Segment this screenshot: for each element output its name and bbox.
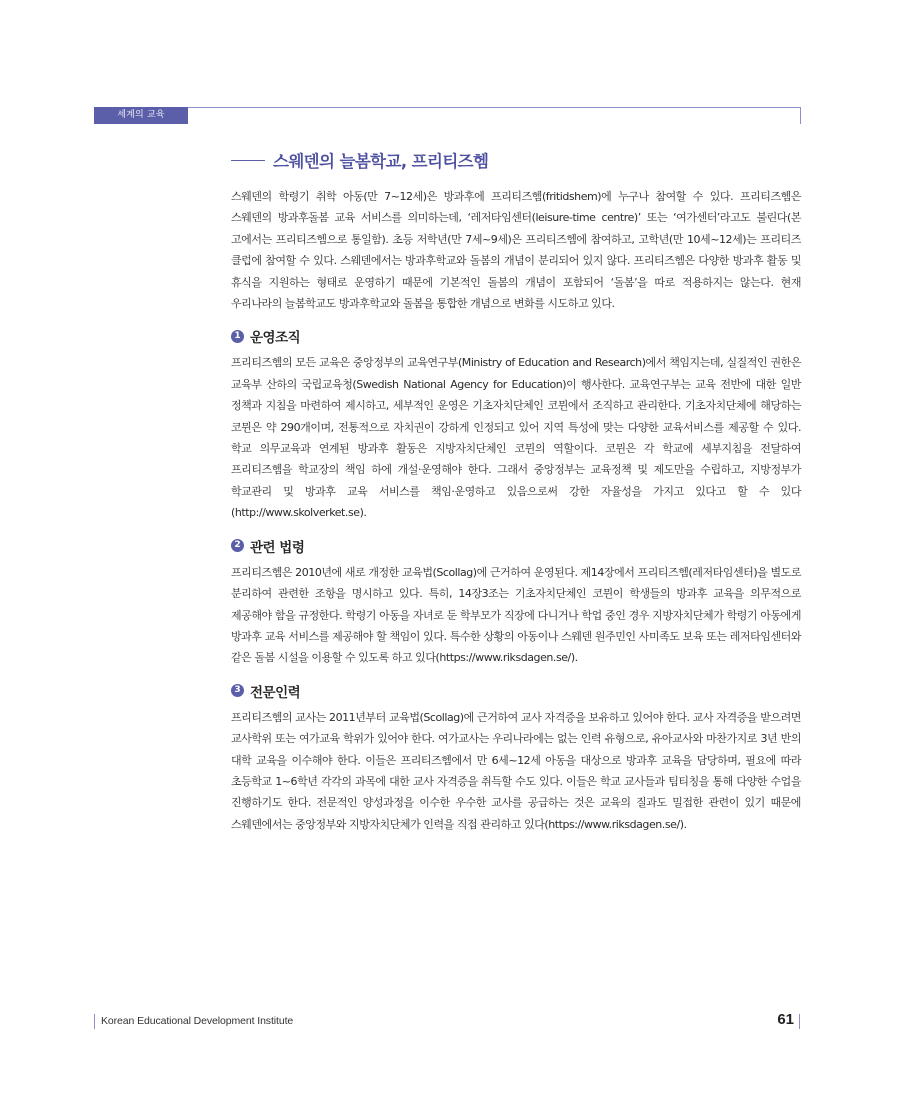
section-title: 운영조직 <box>250 330 301 347</box>
section-3-paragraph: 프리티즈헴의 교사는 2011년부터 교육법(Scollag)에 근거하여 교사 자격증을 보유하고 있어야 한다. 교사 자격증을 받으려면 교사학위 또는 여가교육 학위가 있어야 한다. 여가교사는 우리나라에는 없는 인력 유형으로, 유아교사와 마찬가지로 3년 반의 대학 교육을 이수해야 한다. 이들은 프리티즈헴에서 만 6세~12세 아동을 대상으로 방과후 교육을 담당하며, 필요에 따라 초등학교 1~6학년 각각의 과목에 대한 교사 자격증을 취득할 수도 있다. 이들은 학교 교사들과 팀티칭을 통해 다양한 수업을 진행하기도 한다. 전문적인 양성과정을 이수한 우수한 교사를 공급하는 것은 교육의 질과도 밀접한 관련이 있기 때문에 스웨덴에서는 중앙정부와 지방자치단체가 인력을 직접 관리하고 있다(https://www.riksdagen.se/). <box>231 710 802 831</box>
footer-institute: Korean Educational Development Institute <box>101 1015 294 1027</box>
title-dash <box>231 160 265 161</box>
footer-rule-left <box>94 1014 95 1029</box>
section-tag: 세계의 교육 <box>94 107 188 124</box>
article-title-row <box>231 148 801 172</box>
section-title: 관련 법령 <box>250 539 305 556</box>
section-number-badge: 1 <box>231 330 244 343</box>
article-title: 스웨덴의 늘봄학교, 프리티즈헴 <box>273 152 489 171</box>
section-heading-1 <box>231 326 801 346</box>
section-heading-2 <box>231 536 801 556</box>
page-number: 61 <box>777 1011 794 1028</box>
header-rule <box>94 107 801 124</box>
intro-paragraph: 스웨덴의 학령기 취학 아동(만 7~12세)은 방과후에 프리티즈헴(fritidshem)에 누구나 참여할 수 있다. 프리티즈헴은 스웨덴의 방과후돌봄 교육 서비스를 의미하는데, ‘레저타임센터(leisure-time centre)’ 또는 ‘여가센터’라고도 불린다(본 고에서는 프리티즈헴으로 통일함). 초등 저학년(만 7세~9세)은 프리티즈헴에 참여하고, 고학년(만 10세~12세)는 프리티즈 클럽에 참여할 수 있다. 스웨덴에서는 방과후학교와 돌봄의 개념이 분리되어 있지 않다. 프리티즈헴은 다양한 방과후 활동 및 휴식을 지원하는 형태로 운영하기 때문에 기본적인 돌봄의 개념이 포함되어 ‘돌봄’을 따로 적용하지는 않는다. 현재 우리나라의 늘봄학교도 방과후학교와 돌봄을 통합한 개념으로 변화를 시도하고 있다. <box>231 190 801 311</box>
article <box>231 148 801 835</box>
section-number-badge: 2 <box>231 539 244 552</box>
footer-rule-right <box>799 1014 800 1029</box>
section-1-paragraph: 프리티즈헴의 모든 교육은 중앙정부의 교육연구부(Ministry of Education and Research)에서 책임지는데, 실질적인 권한은 교육부 산하의 국립교육청(Swedish National Agency for Education)이 행사한다. 교육연구부는 교육 전반에 대한 일반 정책과 지침을 마련하여 제시하고, 세부적인 운영은 기초자치단체인 코뮌에서 조직하고 관리한다. 기초자치단체에 해당하는 코뮌은 약 290개이며, 전통적으로 자치권이 강하게 인정되고 있어 지역 특성에 맞는 다양한 교육서비스를 제공할 수 있다. 학교 의무교육과 연계된 방과후 활동은 지방자치단체인 코뮌의 역할이다. 코뮌은 각 학교에 세부지침을 전달하여 프리티즈헴을 학교장의 책임 하에 개설·운영해야 한다. 그래서 중앙정부는 교육정책 및 제도만을 수립하고, 지방정부가 학교관리 및 방과후 교육 서비스를 책임·운영하고 있음으로써 강한 자율성을 가지고 있다고 할 수 있다(http://www.skolverket.se). <box>231 356 801 520</box>
section-title: 전문인력 <box>250 684 301 701</box>
section-heading-3 <box>231 681 801 701</box>
section-2-paragraph: 프리티즈헴은 2010년에 새로 개정한 교육법(Scollag)에 근거하여 운영된다. 제14장에서 프리티즈헴(레저타임센터)을 별도로 분리하여 관련한 조항을 명시하고 있다. 특히, 14장3조는 기초자치단체인 코뮌이 학생들의 방과후 교육을 의무적으로 제공해야 함을 규정한다. 학령기 아동을 자녀로 둔 학부모가 직장에 다니거나 학업 중인 경우 지방자치단체가 학령기 아동에게 방과후 교육 서비스를 제공해야 할 책임이 있다. 특수한 상황의 아동이나 스웨덴 원주민인 사미족도 보육 또는 레저타임센터와 같은 돌봄 시설을 이용할 수 있도록 하고 있다(https://www.riksdagen.se/). <box>231 565 801 665</box>
section-number-badge: 3 <box>231 684 244 697</box>
